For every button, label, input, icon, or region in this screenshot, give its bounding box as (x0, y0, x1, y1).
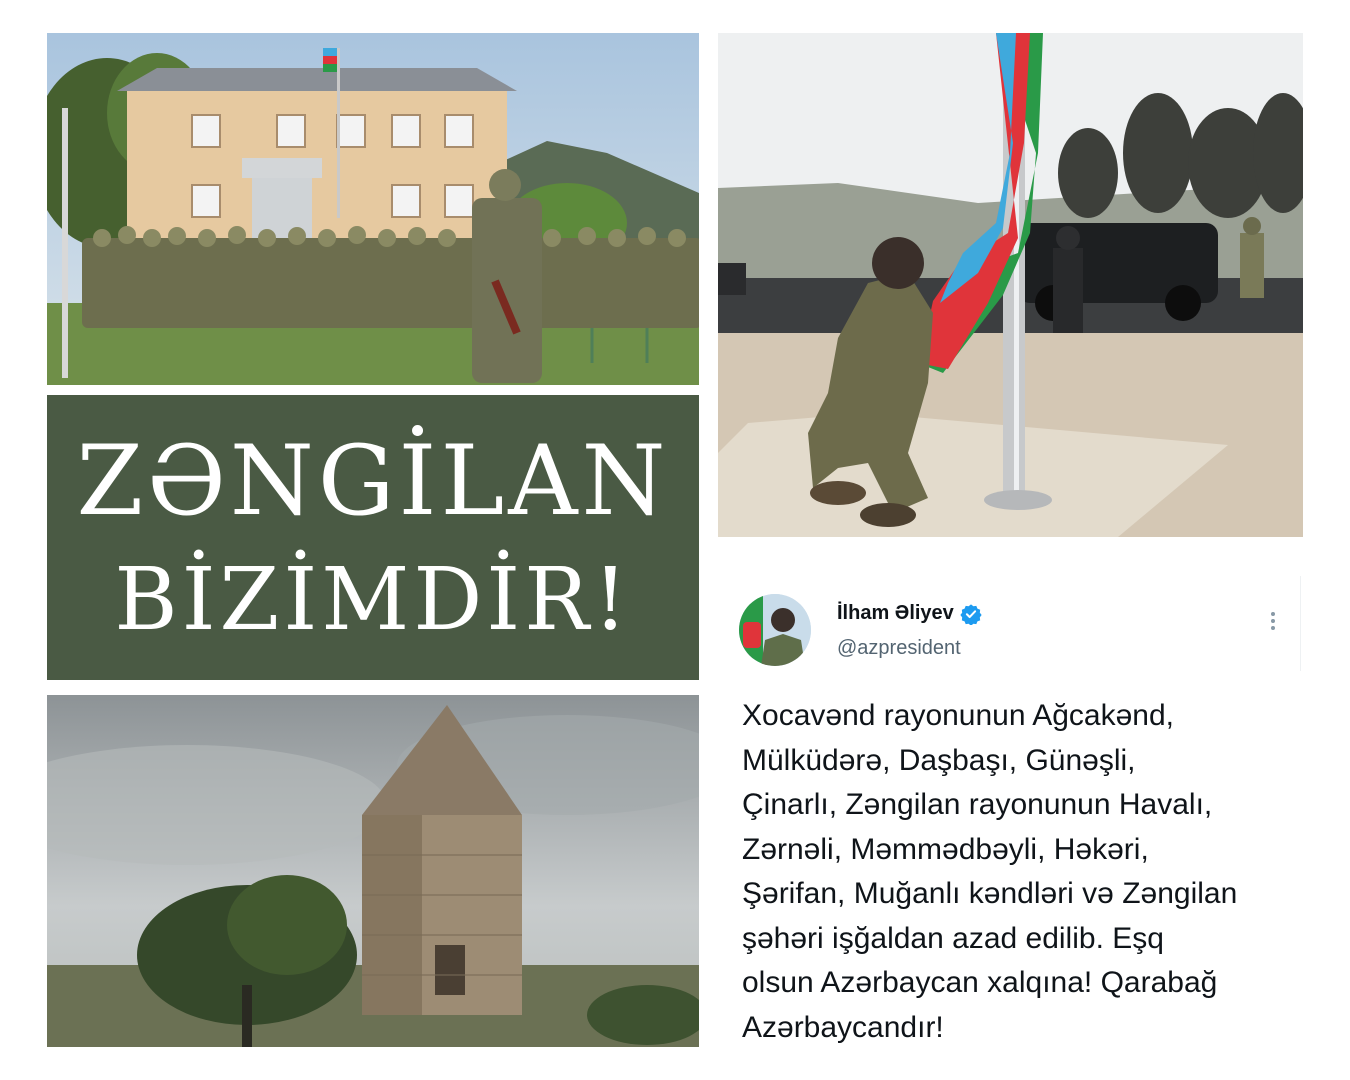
flag-ceremony-photo (718, 33, 1303, 537)
author-name[interactable]: İlham Əliyev (837, 602, 954, 624)
soldiers-photo (47, 33, 699, 385)
soldiers-scene (47, 33, 699, 385)
tweet-card (718, 576, 1303, 1056)
author-handle[interactable]: @azpresident (837, 637, 961, 659)
verified-badge-icon (960, 603, 982, 625)
title-line-bizimdir: BİZİMDİR! (114, 549, 632, 650)
mausoleum-photo (47, 695, 699, 1047)
tweet-divider (1300, 576, 1301, 671)
tweet-text: Xocavənd rayonunun Ağcakənd, Mülküdərə, Daşbaşı, Günəşli, Çinarlı, Zəngilan rayonunun Havalı, Zərnəli, Məmmədbəyli, Həkəri, Şərifan, Muğanlı kəndləri və Zəngilan şəhəri işğaldan azad edilib. Eşq olsun Azərbaycan xalqına! Qarabağ Azərbaycandır! (742, 699, 1238, 1044)
title-line-zengilan: ZƏNGİLAN (76, 424, 670, 537)
title-banner (47, 395, 699, 680)
tower-scene (47, 695, 699, 1047)
avatar-icon (739, 594, 811, 666)
author-avatar[interactable] (739, 594, 811, 666)
flag-scene (718, 33, 1303, 537)
author-name-row[interactable] (837, 602, 982, 625)
more-options-icon[interactable] (1265, 612, 1281, 632)
